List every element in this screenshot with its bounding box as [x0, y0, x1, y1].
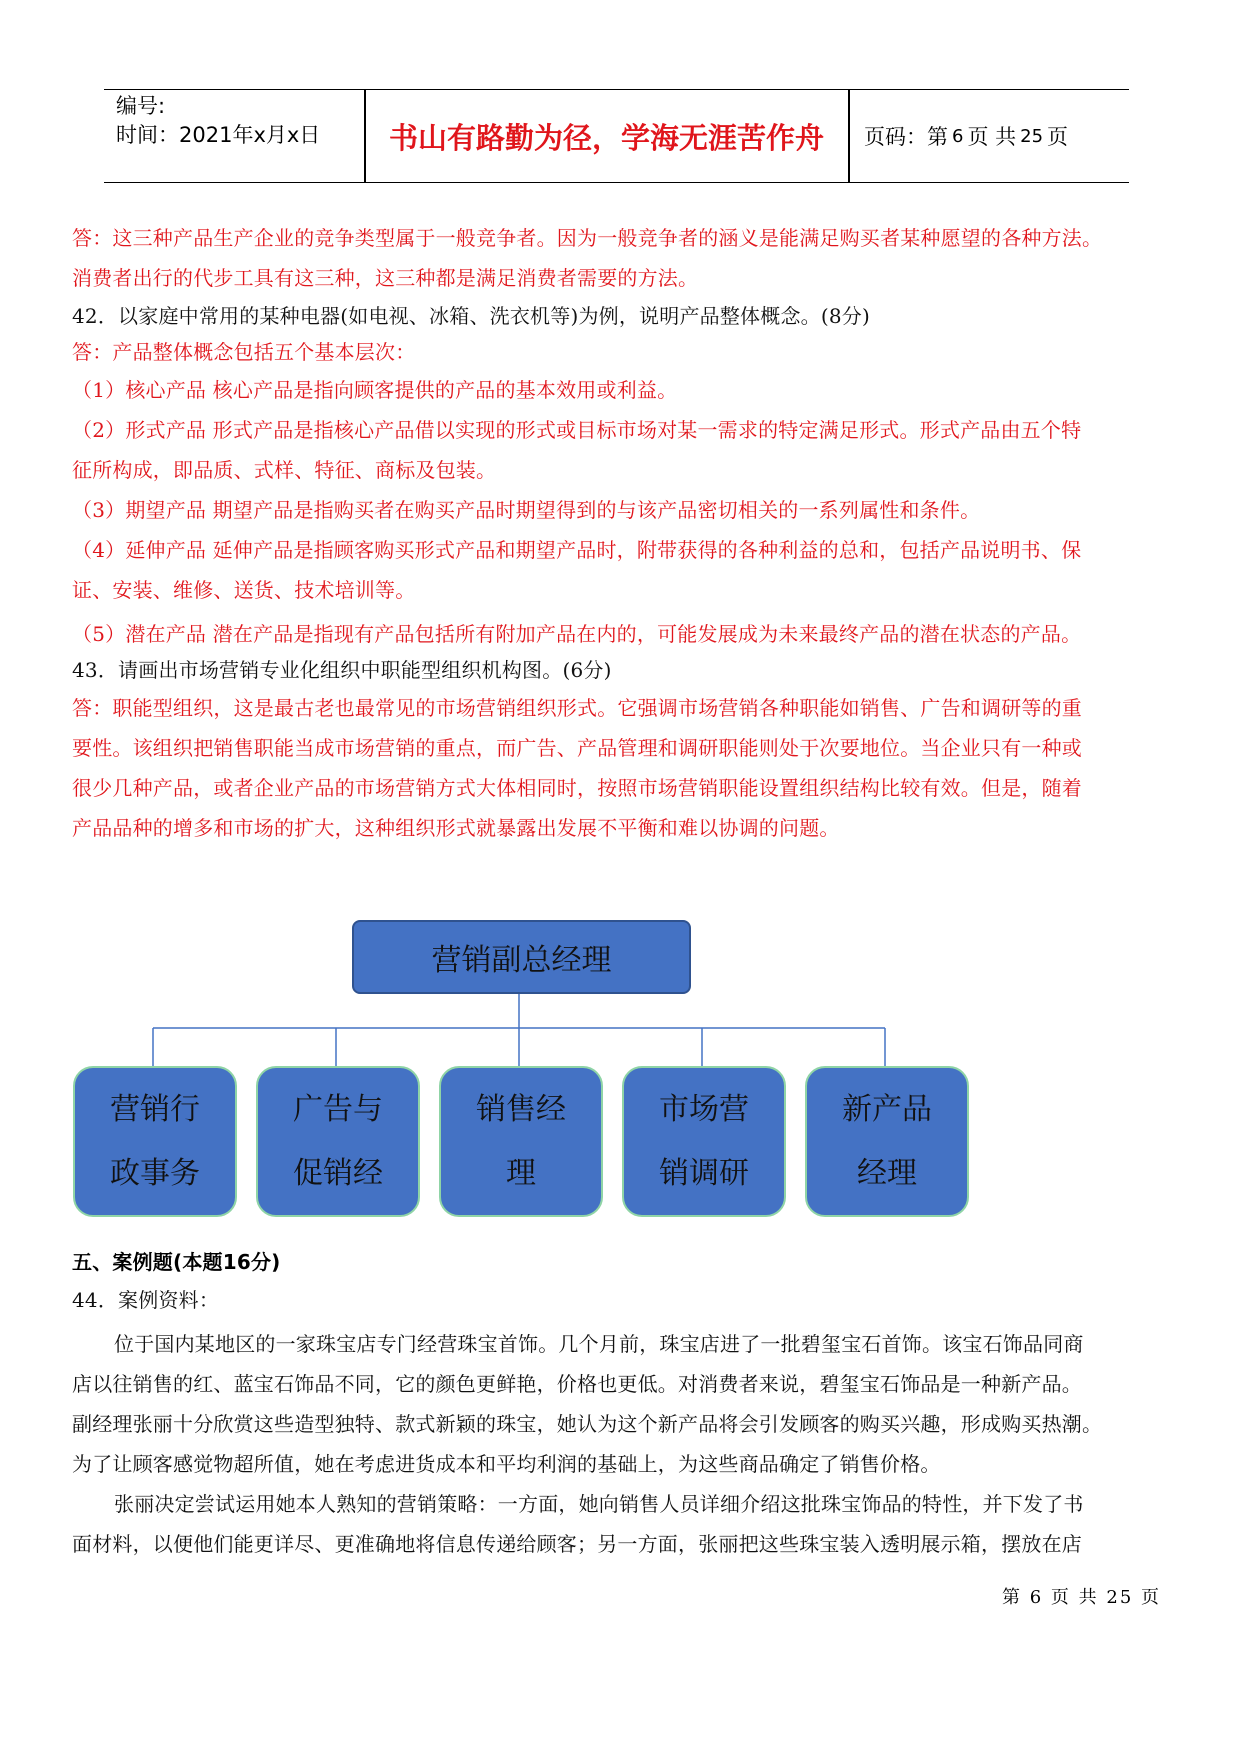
header-page-number: 页码：第 6 页 共 25 页 [864, 125, 1069, 149]
page-footer: 第 6 页 共 25 页 [1002, 1587, 1161, 1608]
org-node-child: 新产品 经理 [805, 1066, 969, 1217]
answer-42-line: 证、安装、维修、送货、技术培训等。 [72, 578, 416, 602]
case-line: 位于国内某地区的一家珠宝店专门经营珠宝首饰。几个月前，珠宝店进了一批碧玺宝石首饰。该宝石饰品同商 [114, 1332, 1084, 1356]
answer-42-line: 答：产品整体概念包括五个基本层次： [72, 340, 416, 364]
page-header [104, 89, 1129, 183]
org-node-top: 营销副总经理 [352, 920, 691, 994]
answer-43-line: 产品品种的增多和市场的扩大，这种组织形式就暴露出发展不平衡和难以协调的问题。 [72, 816, 840, 840]
answer-42-line: （3）期望产品 期望产品是指购买者在购买产品时期望得到的与该产品密切相关的一系列属性和条件。 [72, 498, 981, 522]
number-label: 编号: [116, 94, 166, 118]
header-left [116, 92, 320, 150]
answer-42-line: （5）潜在产品 潜在产品是指现有产品包括所有附加产品在内的，可能发展成为未来最终产品的潜在状态的产品。 [72, 622, 1082, 646]
org-node-child: 营销行 政事务 [73, 1066, 237, 1217]
case-line: 店以往销售的红、蓝宝石饰品不同，它的颜色更鲜艳，价格也更低。对消费者来说，碧玺宝石饰品是一种新产品。 [72, 1372, 1082, 1396]
org-node-child: 市场营 销调研 [622, 1066, 786, 1217]
answer-43-line: 答：职能型组织，这是最古老也最常见的市场营销组织形式。它强调市场营销各种职能如销售、广告和调研等的重 [72, 696, 1082, 720]
question-44: 44．案例资料： [72, 1288, 220, 1312]
section-heading: 五、案例题(本题16分) [72, 1250, 281, 1274]
answer-43-line: 很少几种产品，或者企业产品的市场营销方式大体相同时，按照市场营销职能设置组织结构比较有效。但是，随着 [72, 776, 1082, 800]
answer-42-line: （4）延伸产品 延伸产品是指顾客购买形式产品和期望产品时，附带获得的各种利益的总和，包括产品说明书、保 [72, 538, 1082, 562]
org-node-child: 广告与 促销经 [256, 1066, 420, 1217]
header-motto: 书山有路勤为径，学海无涯苦作舟 [388, 120, 824, 155]
time-label: 时间：2021年x月x日 [116, 123, 321, 147]
question-42: 42．以家庭中常用的某种电器(如电视、冰箱、洗衣机等)为例，说明产品整体概念。(8分) [72, 304, 870, 328]
header-divider [848, 90, 850, 182]
case-line: 为了让顾客感觉物超所值，她在考虑进货成本和平均利润的基础上，为这些商品确定了销售价格。 [72, 1452, 941, 1476]
question-43: 43．请画出市场营销专业化组织中职能型组织机构图。(6分) [72, 658, 612, 682]
answer-41-line: 消费者出行的代步工具有这三种，这三种都是满足消费者需要的方法。 [72, 266, 699, 290]
answer-41-line: 答：这三种产品生产企业的竞争类型属于一般竞争者。因为一般竞争者的涵义是能满足购买者某种愿望的各种方法。 [72, 226, 1103, 250]
document-body [72, 218, 1162, 848]
answer-42-line: （2）形式产品 形式产品是指核心产品借以实现的形式或目标市场对某一需求的特定满足形式。形式产品由五个特 [72, 418, 1082, 442]
answer-42-line: 征所构成，即品质、式样、特征、商标及包装。 [72, 458, 497, 482]
answer-43-line: 要性。该组织把销售职能当成市场营销的重点，而广告、产品管理和调研职能则处于次要地位。当企业只有一种或 [72, 736, 1082, 760]
case-line: 副经理张丽十分欣赏这些造型独特、款式新颖的珠宝，她认为这个新产品将会引发顾客的购买兴趣，形成购买热潮。 [72, 1412, 1103, 1436]
case-line: 张丽决定尝试运用她本人熟知的营销策略：一方面，她向销售人员详细介绍这批珠宝饰品的特性，并下发了书 [114, 1492, 1084, 1516]
case-section [72, 1242, 1162, 1564]
case-line: 面材料，以便他们能更详尽、更准确地将信息传递给顾客；另一方面，张丽把这些珠宝装入透明展示箱，摆放在店 [72, 1532, 1082, 1556]
org-node-child: 销售经 理 [439, 1066, 603, 1217]
answer-42-line: （1）核心产品 核心产品是指向顾客提供的产品的基本效用或利益。 [72, 378, 678, 402]
